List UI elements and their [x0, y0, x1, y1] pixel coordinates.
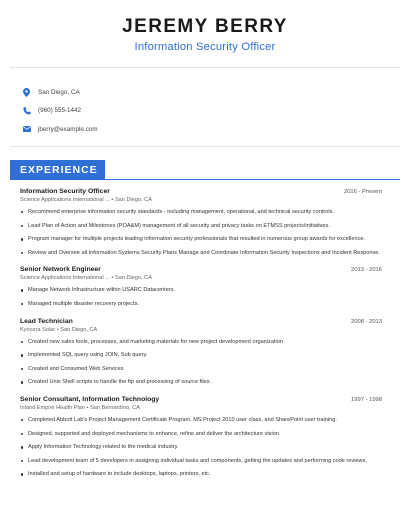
job-dates: 1997 - 1998	[351, 396, 382, 403]
job-entry	[20, 318, 382, 387]
contact-info	[22, 83, 98, 139]
job-bullet: Manage Network Infrastructure within USARC Datacenters.	[20, 286, 382, 295]
job-company: Kyocera Solar	[20, 326, 56, 333]
job-bullets	[20, 416, 382, 479]
job-company-line: Inland Empire Health Plan • San Bernardino, CA	[20, 404, 140, 411]
job-dates: 2013 - 2016	[351, 267, 382, 274]
job-dates: 2008 - 2013	[351, 318, 382, 325]
experience-heading-rule	[105, 179, 400, 180]
job-bullet: Created and Consumed Web Services.	[20, 365, 382, 374]
email-text: jberry@example.com	[38, 125, 98, 133]
phone-text: (960) 555-1442	[38, 107, 82, 115]
job-bullet: Recommend enterprise information security standards - including management, operational, and technical security controls.	[20, 208, 382, 217]
contact-email	[22, 120, 98, 139]
job-title: Information Security Officer	[20, 188, 110, 195]
job-bullets	[20, 338, 382, 387]
job-bullet: Managed multiple disaster recovery projects.	[20, 300, 382, 309]
job-company: Inland Empire Health Plan	[20, 404, 85, 411]
job-location: San Diego, CA	[114, 197, 152, 203]
job-company-line: Science Applications International ... • San Diego, CA	[20, 275, 152, 282]
job-title: Senior Consultant, Information Technology	[20, 395, 160, 403]
job-entry	[20, 188, 382, 257]
phone-icon	[22, 106, 31, 115]
job-bullet: Created new sales tools, processes, and marketing materials for new project development organization	[20, 338, 382, 347]
candidate-title: Information Security Officer	[134, 41, 276, 53]
candidate-name: JEREMY BERRY	[122, 16, 288, 37]
job-location: San Diego, CA	[60, 326, 98, 333]
job-bullet: Designed, supported and deployed mechanisms to enhance, refine and deliver the architecture vision.	[20, 430, 382, 439]
email-icon	[22, 125, 31, 134]
location-text: San Diego, CA	[38, 88, 80, 96]
location-pin-icon	[22, 88, 31, 97]
resume-header	[0, 0, 410, 53]
job-bullet: Program manager for multiple projects leading information security professionals that resulted in numerous group awards for excellence.	[20, 235, 382, 244]
job-bullet: Lead development team of 5 developers in assigning individual tasks and components, getting the updates and performing code reviews.	[20, 457, 382, 466]
job-entry	[20, 396, 382, 479]
job-title: Senior Network Engineer	[20, 266, 101, 274]
job-company: Science Applications International ...	[20, 275, 110, 282]
job-company-line: Science Applications International ... • San Diego, CA	[20, 197, 152, 203]
contact-divider	[10, 146, 400, 147]
experience-list	[20, 188, 382, 479]
job-location: San Bernardino, CA	[90, 404, 140, 411]
job-bullet: Installed and setup of hardware to include desktops, laptops, printers, etc.	[20, 470, 382, 479]
job-company: Science Applications International ...	[20, 197, 110, 203]
experience-heading: EXPERIENCE	[10, 160, 105, 180]
job-bullet: Completed Abbott Lab's Project Management Certificate Program, MS Project 2010 user class, and SharePoint user training.	[20, 416, 382, 425]
job-bullets	[20, 208, 382, 257]
job-entry	[20, 266, 382, 308]
job-bullet: Review and Oversee all Information Systems Security Plans Manage and Coordinate Information Security Inspections and Incident Response.	[20, 249, 382, 258]
job-bullet: Created Unix Shell scripts to handle the ftp and processing of source files.	[20, 378, 382, 387]
job-bullets	[20, 286, 382, 308]
contact-location	[22, 83, 98, 102]
job-dates: 2016 - Present	[343, 189, 382, 195]
job-title: Lead Technician	[20, 317, 73, 325]
job-bullet: Implemented SQL query using JOIN, Sub query.	[20, 351, 382, 360]
header-divider	[10, 67, 400, 68]
job-bullet: Lead Plan of Action and Milestones (POA&M) management of all security and privacy tasks on ETMSS projects/initiatives.	[20, 222, 382, 231]
contact-phone	[22, 102, 98, 121]
job-bullet: Apply Information Technology related to the medical industry.	[20, 443, 382, 452]
job-location: San Diego, CA	[114, 275, 152, 282]
job-company-line: Kyocera Solar • San Diego, CA	[20, 326, 98, 333]
